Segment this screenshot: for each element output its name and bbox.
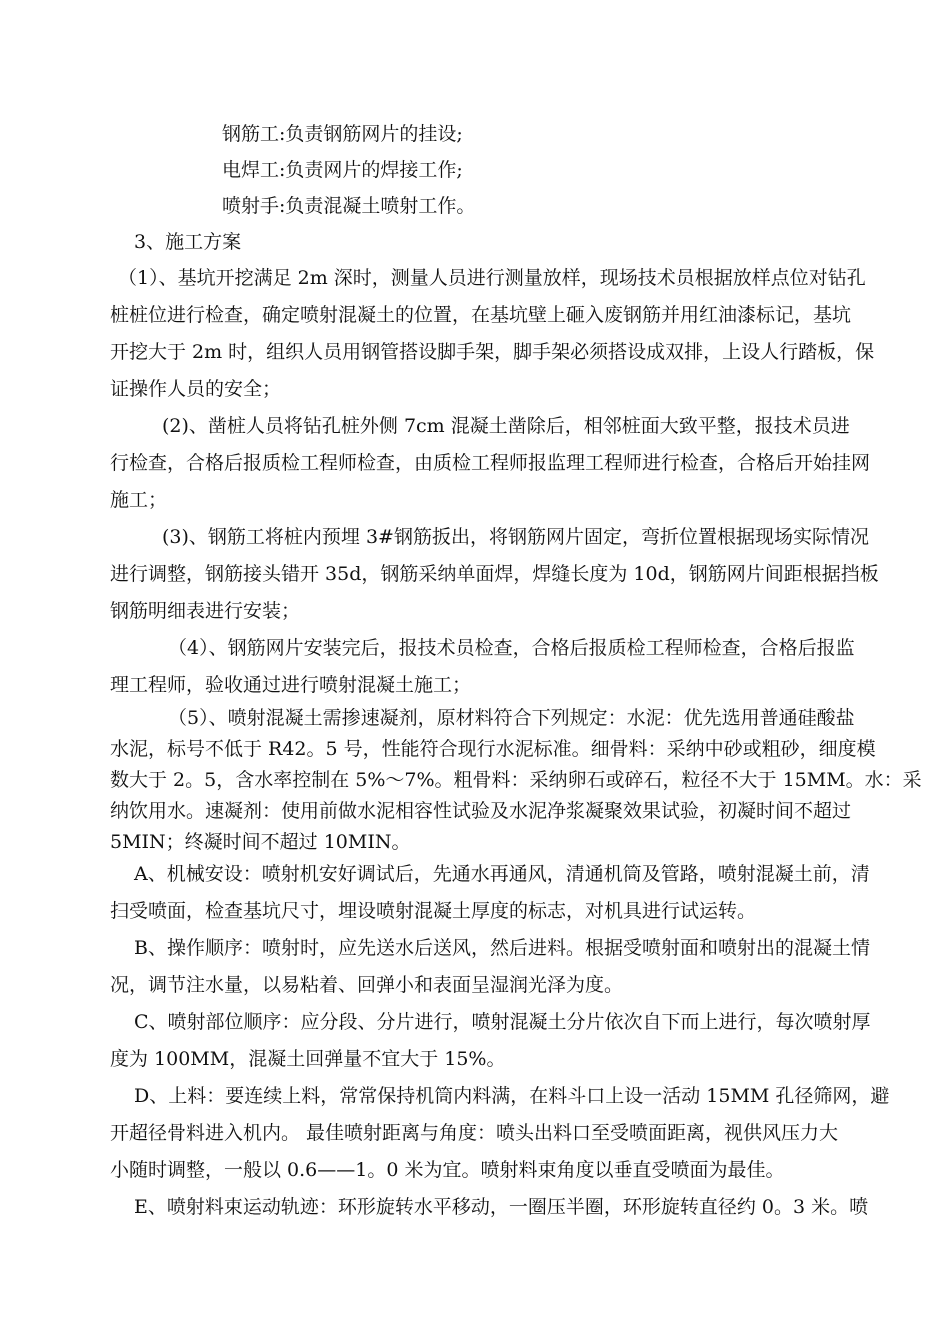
text-line: 理工程师，验收通过进行喷射混凝土施工； (110, 674, 472, 696)
text-line: A、机械安设：喷射机安好调试后，先通水再通风，清通机筒及管路，喷射混凝土前，清 (134, 863, 870, 885)
text-line: 桩桩位进行检查，确定喷射混凝土的位置，在基坑壁上砸入废钢筋并用红油漆标记，基坑 (110, 304, 852, 326)
text-line: （4）、钢筋网片安装完后，报技术员检查，合格后报质检工程师检查，合格后报监 (168, 637, 855, 659)
text-line: 况，调节注水量，以易粘着、回弹小和表面呈湿润光泽为度。 (110, 974, 624, 996)
text-line: E、喷射料束运动轨迹：环形旋转水平移动，一圈压半圈，环形旋转直径约 0。3 米。喷 (134, 1196, 869, 1218)
text-line: 小随时调整，一般以 0.6——1。0 米为宜。喷射料束角度以垂直受喷面为最佳。 (110, 1159, 785, 1181)
text-line: 开超径骨料进入机内。 最佳喷射距离与角度：喷头出料口至受喷面距离，视供风压力大 (110, 1122, 839, 1144)
text-line: C、喷射部位顺序：应分段、分片进行，喷射混凝土分片依次自下而上进行，每次喷射厚 (134, 1011, 871, 1033)
text-line: 度为 100MM，混凝土回弹量不宜大于 15%。 (110, 1048, 506, 1070)
text-line: D、上料：要连续上料，常常保持机筒内料满，在料斗口上设一活动 15MM 孔径筛网，避 (134, 1085, 890, 1107)
text-line: （5）、喷射混凝土需掺速凝剂，原材料符合下列规定：水泥：优先选用普通硅酸盐 (168, 707, 855, 729)
text-line: （1）、基坑开挖满足 2m 深时，测量人员进行测量放样，现场技术员根据放样点位对钻孔 (118, 267, 866, 289)
text-line: 纳饮用水。速凝剂：使用前做水泥相容性试验及水泥净浆凝聚效果试验，初凝时间不超过 (110, 800, 852, 822)
text-line: 进行调整，钢筋接头错开 35d，钢筋采纳单面焊，焊缝长度为 10d，钢筋网片间距根据挡板 (110, 563, 879, 585)
text-line: 开挖大于 2m 时，组织人员用钢管搭设脚手架，脚手架必须搭设成双排，上设人行踏板，保 (110, 341, 875, 363)
text-line: 电焊工:负责网片的焊接工作; (222, 159, 463, 181)
text-line: 喷射手:负责混凝土喷射工作。 (222, 195, 476, 217)
text-line: (2)、凿桩人员将钻孔桩外侧 7cm 混凝土凿除后，相邻桩面大致平整，报技术员进 (162, 415, 850, 437)
text-line: 数大于 2。5，含水率控制在 5%～7%。粗骨料：采纳卵石或碎石，粒径不大于 15MM。水：采 (110, 769, 922, 791)
section-heading: 3、施工方案 (134, 231, 242, 253)
text-line: B、操作顺序：喷射时，应先送水后送风，然后进料。根据受喷射面和喷射出的混凝土情 (134, 937, 870, 959)
text-line: 水泥，标号不低于 R42。5 号，性能符合现行水泥标准。细骨料：采纳中砂或粗砂，细度模 (110, 738, 876, 760)
text-line: 5MIN；终凝时间不超过 10MIN。 (110, 831, 411, 853)
text-line: 施工； (110, 489, 168, 511)
text-line: 钢筋工:负责钢筋网片的挂设; (222, 123, 463, 145)
text-line: 行检查，合格后报质检工程师检查，由质检工程师报监理工程师进行检查，合格后开始挂网 (110, 452, 871, 474)
text-line: (3)、钢筋工将桩内预埋 3#钢筋扳出，将钢筋网片固定，弯折位置根据现场实际情况 (162, 526, 869, 548)
text-line: 证操作人员的安全； (110, 378, 282, 400)
text-line: 扫受喷面，检查基坑尺寸，埋设喷射混凝土厚度的标志，对机具进行试运转。 (110, 900, 757, 922)
text-line: 钢筋明细表进行安装； (110, 600, 301, 622)
